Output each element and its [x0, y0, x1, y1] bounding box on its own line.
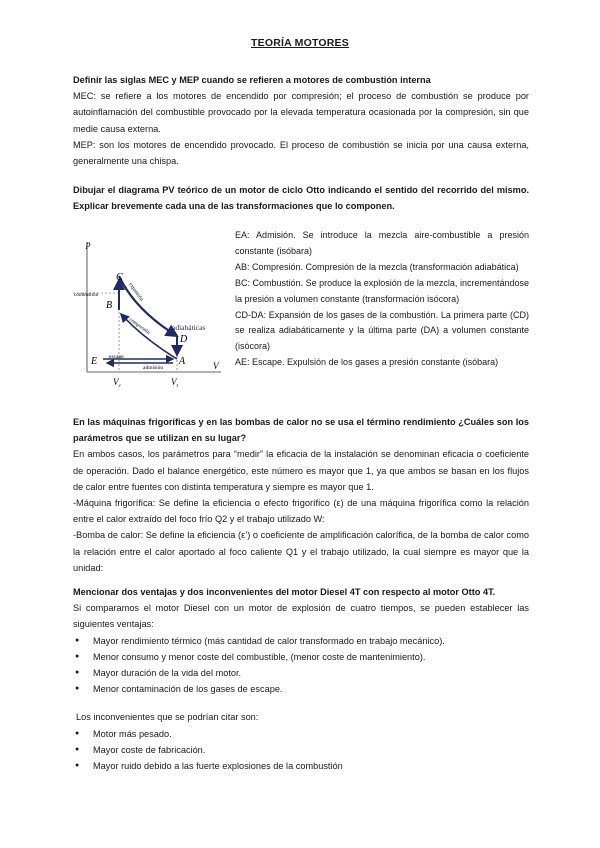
- process-ab: AB: Compresión. Compresión de la mezcla (transformación adiabática): [235, 261, 519, 272]
- advantages-list: [73, 633, 529, 698]
- list-item: ● Mayor ruido debido a las fuerte explosiones de la combustión: [73, 758, 529, 774]
- point-e: E: [91, 356, 98, 367]
- question-diesel-otto: Mencionar dos ventajas y dos inconvenientes del motor Diesel 4T con respecto al motor Otto 4T.: [73, 587, 496, 597]
- page-title: TEORÍA MOTORES: [251, 37, 349, 49]
- process-cd-da: CD-DA: Expansión de los gases de la combustión. La primera parte (CD) se realiza adiabáticamente y la última parte (DA) a volumen constante (isócora): [235, 309, 529, 352]
- list-item: ● Menor consumo y menor coste del combustible, (menor coste de mantenimiento).: [73, 649, 529, 665]
- list-item: ● Mayor duración de la vida del motor.: [73, 665, 529, 681]
- point-c: C: [116, 272, 123, 283]
- label-vc-sub: c: [118, 383, 121, 389]
- label-combustion: combustión: [74, 292, 99, 298]
- label-escape: escape: [109, 354, 124, 360]
- advantages-intro: Si comparamos el motor Diesel con un motor de explosión de cuatro tiempos, se pueden establecer las siguientes ventajas:: [73, 603, 529, 630]
- answer-heat-pump: -Bomba de calor: Se define la eficiencia (ε’) o coeficiente de amplificación calorífica, de la bomba de calor como la relación entre el calor aportado al foco caliente Q1 y el trabajo utilizado, la cual siempre es mayor que la unidad:: [73, 530, 529, 573]
- pv-diagram-figure: [73, 236, 231, 396]
- section-refrigeration: [73, 414, 529, 576]
- answer-refrigerator: -Máquina frigorífica: Se define la eficiencia o efecto frigorífico (ε) de una máquina frigorífica como la relación entre el calor extraído del foco frío Q2 y el trabajo utilizado W:: [73, 498, 529, 525]
- label-adiabatic: adiabáticas: [172, 323, 206, 332]
- label-vt: [171, 377, 179, 389]
- disadvantages-list: [73, 726, 529, 775]
- answer-mec: MEC: se refiere a los motores de encendido por compresión; el proceso de combustión se produce por autoinflamación del combustible provocado por la elevada temperatura ocasionada por la compresión, sin que medie causa externa.: [73, 91, 529, 134]
- process-ae: AE: Escape. Expulsión de los gases a presión constante (isóbara): [235, 357, 499, 368]
- question-pv-diagram: Dibujar el diagrama PV teórico de un motor de ciclo Otto indicando el sentido del recorrido del mismo. Explicar brevemente cada una de las transformaciones que lo componen.: [73, 185, 529, 212]
- label-vc: [113, 377, 122, 389]
- p-axis-label: p: [86, 239, 91, 249]
- cycle-explanations: [235, 228, 529, 371]
- list-item: ● Motor más pesado.: [73, 726, 529, 742]
- v-axis-label: V: [213, 361, 219, 371]
- answer-refrigeration-intro: En ambos casos, los parámetros para “medir” la eficacia de la instalación se denominan eficacia o coeficiente de operación. Dado el balance energético, este número es mayor que 1, ya que ambos se basan en los flujos de calor entre fuentes con distinta temperatura y siempre es mayor que 1.: [73, 449, 529, 492]
- point-d: D: [180, 334, 188, 345]
- otto-cycle-diagram: [73, 236, 231, 396]
- section-diesel-otto: [73, 584, 529, 774]
- process-ea: EA: Admisión. Se introduce la mezcla aire-combustible a presión constante (isóbara): [235, 230, 529, 256]
- label-expansion: expansión: [127, 281, 145, 303]
- question-refrigeration: En las máquinas frigoríficas y en las bombas de calor no se usa el término rendimiento ¿Cuáles son los parámetros que se utilizan en su lugar?: [73, 417, 529, 444]
- list-item: ● Menor contaminación de los gases de escape.: [73, 681, 529, 697]
- question-mec-mep: Definir las siglas MEC y MEP cuando se refieren a motores de combustión interna: [73, 75, 431, 85]
- label-admission: admisión: [143, 365, 164, 371]
- label-compression: compresión: [127, 316, 151, 336]
- answer-mep: MEP: son los motores de encendido provocado. El proceso de combustión se inicia por una causa externa, generalmente una chispa.: [73, 139, 529, 167]
- point-a: A: [179, 356, 186, 367]
- list-item: ● Mayor coste de fabricación.: [73, 742, 529, 758]
- section-mec-mep: [73, 72, 529, 169]
- list-item: ● Mayor rendimiento térmico (más cantidad de calor transformado en trabajo mecánico).: [73, 633, 529, 649]
- label-vt-main: V: [171, 377, 177, 387]
- label-vt-sub: t: [176, 383, 179, 389]
- point-b: B: [106, 300, 113, 311]
- disadvantages-intro: Los inconvenientes que se podrían citar son:: [76, 712, 259, 723]
- label-vc-main: V: [113, 377, 119, 387]
- process-bc: BC: Combustión. Se produce la explosión de la mezcla, incrementándose la presión a volumen constante (transformación isócora): [235, 277, 529, 304]
